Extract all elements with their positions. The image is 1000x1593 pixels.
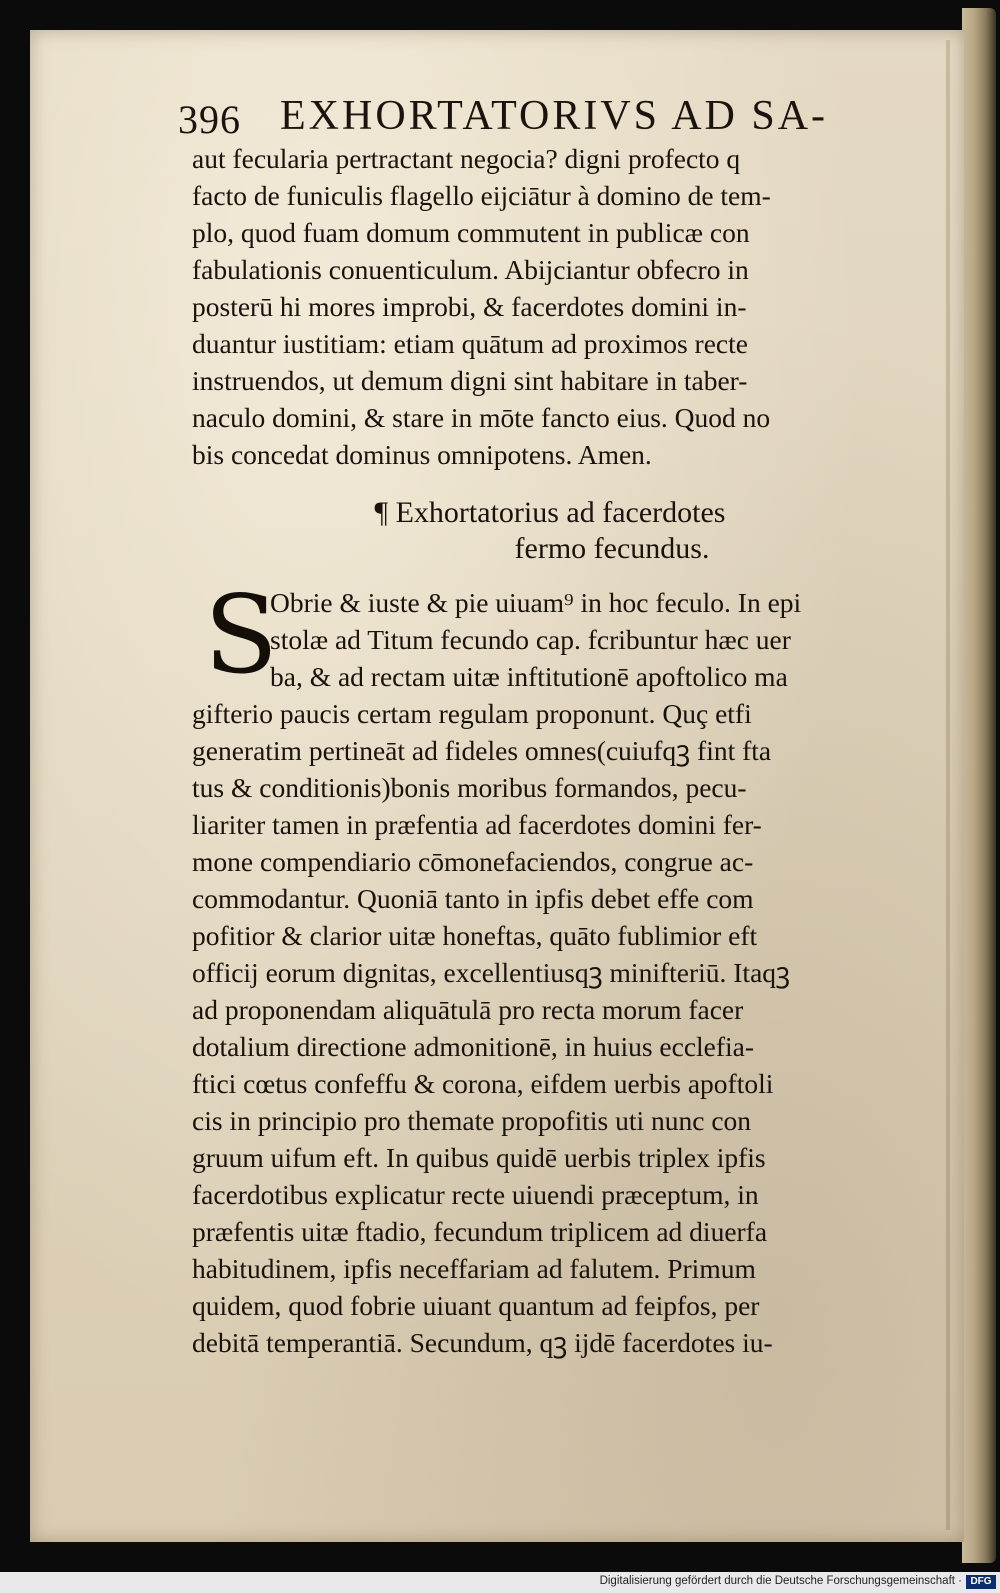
text-line: Obrie & iuste & pie uiuam⁹ in hoc feculo. In epi xyxy=(270,587,802,618)
text-line: ftici cœtus confeffu & corona, eifdem uerbis apoftoli xyxy=(192,1068,774,1099)
text-line: facto de funiculis flagello eijciātur à domino de tem- xyxy=(192,180,771,211)
digitization-footer xyxy=(0,1572,1000,1593)
running-head xyxy=(178,92,878,142)
text-line: facerdotibus explicatur recte uiuendi præceptum, in xyxy=(192,1179,759,1210)
text-line: quidem, quod fobrie uiuant quantum ad feipfos, per xyxy=(192,1290,760,1321)
text-block-sermon-two xyxy=(192,573,952,1361)
text-line: instruendos, ut demum digni sint habitare in taber- xyxy=(192,365,748,396)
text-line: mone compendiario cōmonefaciendos, congrue ac- xyxy=(192,846,754,877)
text-block-sermon-end xyxy=(192,140,952,473)
text-line: aut fecularia pertractant negocia? digni profecto q xyxy=(192,143,741,174)
text-line: pofitior & clarior uitæ honeftas, quāto fublimior eft xyxy=(192,920,758,951)
text-line: naculo domini, & stare in mōte fancto eius. Quod no xyxy=(192,402,771,433)
text-line: habitudinem, ipfis neceffariam ad falutem. Primum xyxy=(192,1253,756,1284)
text-line: debitā temperantiā. Secundum, qꝫ ijdē facerdotes iu- xyxy=(192,1327,773,1358)
text-line: liariter tamen in præfentia ad facerdotes domini fer- xyxy=(192,809,762,840)
text-line: generatim pertineāt ad fideles omnes(cuiufqꝫ fint fta xyxy=(192,735,772,766)
text-line: cis in principio pro themate propofitis uti nunc con xyxy=(192,1105,752,1136)
text-line: gruum uifum eft. In quibus quidē uerbis triplex ipfis xyxy=(192,1142,766,1173)
text-line: ba, & ad rectam uitæ inftitutionē apoftolico ma xyxy=(270,661,788,692)
text-line: stolæ ad Titum fecundo cap. fcribuntur hæc uer xyxy=(270,624,791,655)
section-subheading: fermo fecundus. xyxy=(514,532,710,565)
text-line: ad proponendam aliquātulā pro recta morum facer xyxy=(192,994,744,1025)
text-line: dotalium directione admonitionē, in huius ecclefia- xyxy=(192,1031,755,1062)
text-line: gifterio paucis certam regulam proponunt. Quç etfi xyxy=(192,698,752,729)
page-number: 396 xyxy=(178,97,241,142)
text-line: duantur iustitiam: etiam quātum ad proximos recte xyxy=(192,328,748,359)
dfg-logo: DFG xyxy=(966,1575,996,1589)
text-line: præfentis uitæ ftadio, fecundum triplicem ad diuerfa xyxy=(192,1216,768,1247)
text-line: officij eorum dignitas, excellentiusqꝫ minifteriū. Itaqꝫ xyxy=(192,957,791,988)
drop-cap-initial: S xyxy=(204,573,278,698)
text-line: posterū hi mores improbi, & facerdotes domini in- xyxy=(192,291,747,322)
section-heading: ¶ Exhortatorius ad facerdotes xyxy=(374,496,726,529)
text-line: bis concedat dominus omnipotens. Amen. xyxy=(192,439,652,470)
text-line: fabulationis conuenticulum. Abijciantur obfecro in xyxy=(192,254,749,285)
text-line: tus & conditionis)bonis moribus formandos, pecu- xyxy=(192,772,747,803)
running-head-title: EXHORTATORIVS AD SA- xyxy=(280,93,829,139)
book-page-edges xyxy=(962,8,996,1563)
text-line: commodantur. Quoniā tanto in ipfis debet effe com xyxy=(192,883,754,914)
funding-credit: Digitalisierung gefördert durch die Deutsche Forschungsgemeinschaft · xyxy=(599,1575,962,1587)
text-line: plo, quod fuam domum commutent in publicæ con xyxy=(192,217,750,248)
